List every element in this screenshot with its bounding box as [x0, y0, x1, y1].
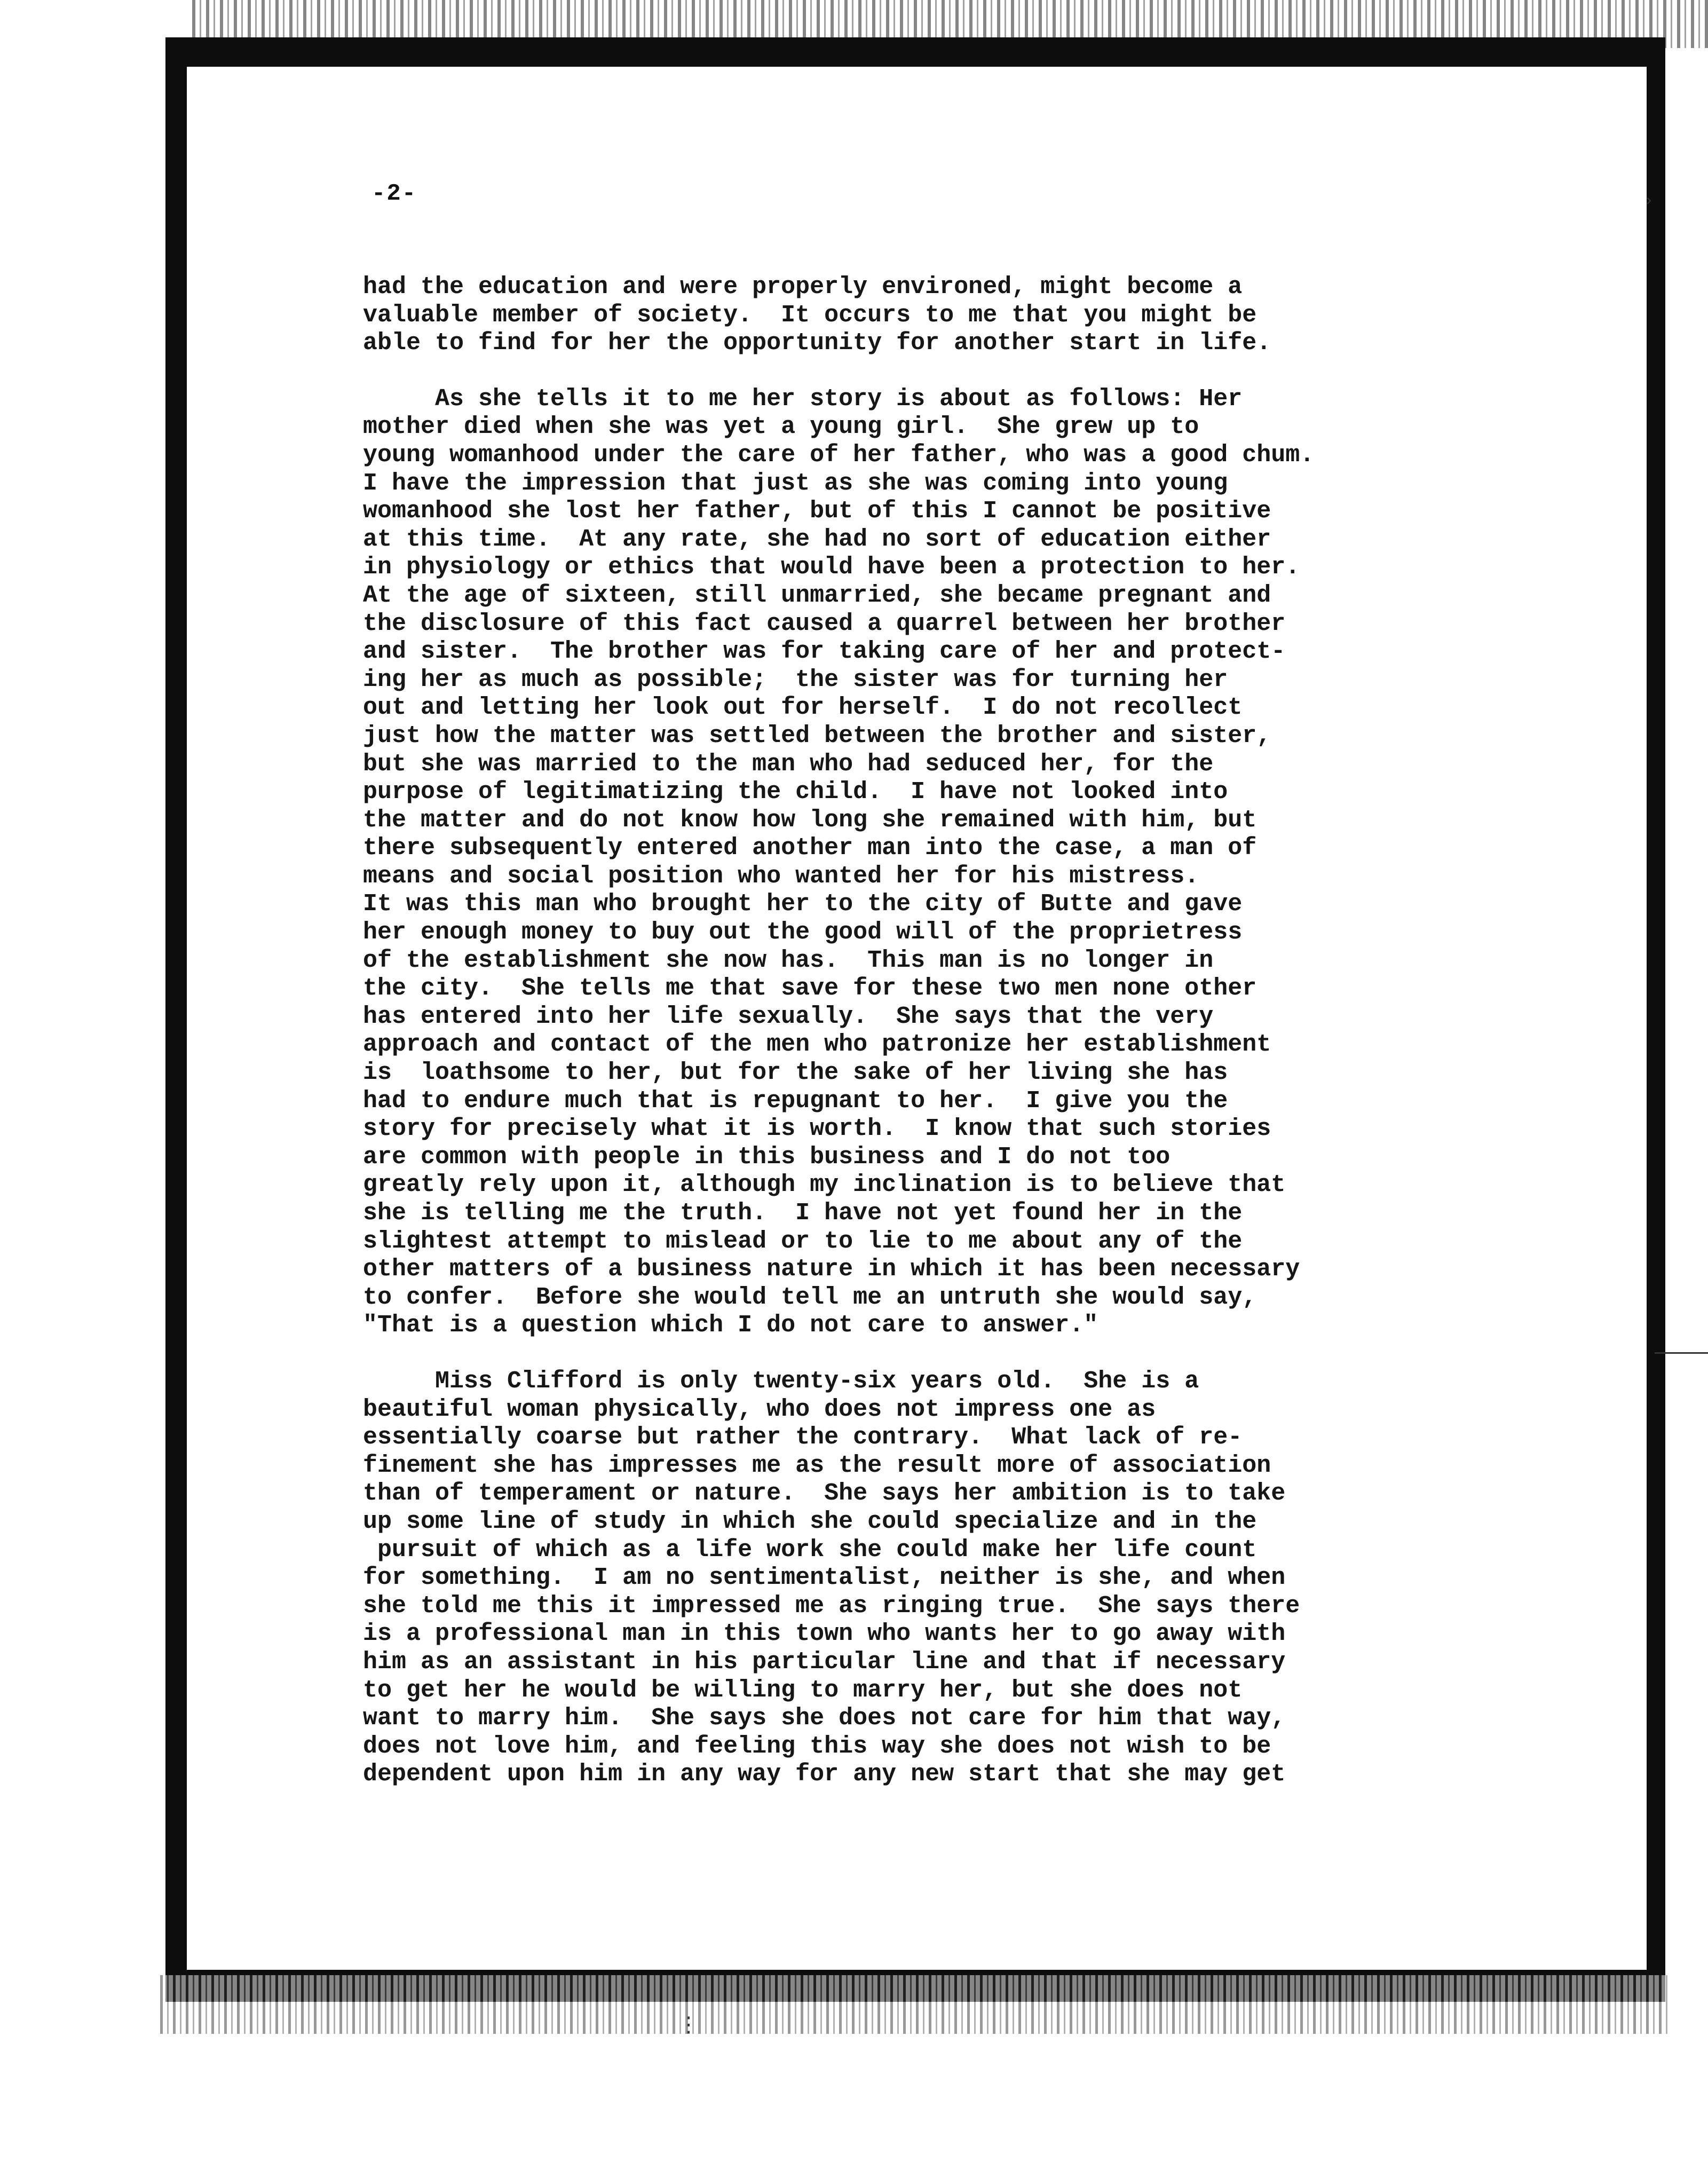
paragraph-gap	[363, 1340, 1505, 1368]
text-line: At the age of sixteen, still unmarried, she became pregnant and	[363, 581, 1271, 609]
text-line: finement she has impresses me as the result more of association	[363, 1451, 1271, 1479]
text-line: approach and contact of the men who patronize her establishment	[363, 1031, 1271, 1059]
text-line: and sister. The brother was for taking care of her and protect-	[363, 638, 1286, 666]
text-line: I have the impression that just as she was coming into young	[363, 469, 1228, 497]
paragraph	[363, 385, 1505, 1340]
paragraph	[363, 1368, 1505, 1789]
text-line: she is telling me the truth. I have not yet found her in the	[363, 1200, 1243, 1227]
text-line: up some line of study in which she could specialize and in the	[363, 1508, 1257, 1535]
text-line: other matters of a business nature in which it has been necessary	[363, 1256, 1300, 1283]
text-line: story for precisely what it is worth. I know that such stories	[363, 1115, 1271, 1143]
text-line: but she was married to the man who had seduced her, for the	[363, 750, 1214, 778]
text-line: him as an assistant in his particular line and that if necessary	[363, 1648, 1286, 1676]
paragraph	[363, 273, 1505, 358]
text-line: essentially coarse but rather the contrary. What lack of re-	[363, 1424, 1243, 1451]
text-line: to get her he would be willing to marry her, but she does not	[363, 1676, 1243, 1704]
text-line: purpose of legitimatizing the child. I have not looked into	[363, 778, 1228, 806]
page-number: -2-	[371, 180, 417, 207]
text-line: pursuit of which as a life work she could make her life count	[363, 1536, 1257, 1564]
text-line: had the education and were properly environed, might become a	[363, 273, 1243, 301]
text-line: valuable member of society. It occurs to me that you might be	[363, 301, 1257, 329]
text-line: the disclosure of this fact caused a quarrel between her brother	[363, 610, 1286, 637]
text-line: than of temperament or nature. She says her ambition is to take	[363, 1480, 1286, 1508]
text-line: to confer. Before she would tell me an untruth she would say,	[363, 1283, 1257, 1311]
edge-tick	[1655, 1352, 1708, 1354]
text-line: dependent upon him in any way for any new start that she may get	[363, 1761, 1286, 1788]
text-line: the city. She tells me that save for these two men none other	[363, 975, 1257, 1003]
text-line: in physiology or ethics that would have been a protection to her.	[363, 554, 1300, 581]
text-line: want to marry him. She says she does not care for him that way,	[363, 1704, 1286, 1732]
text-line: means and social position who wanted her for his mistress.	[363, 862, 1199, 890]
letter-body	[363, 273, 1505, 1789]
text-line: just how the matter was settled between the brother and sister,	[363, 722, 1271, 749]
text-line: is loathsome to her, but for the sake of her living she has	[363, 1059, 1228, 1087]
text-line: greatly rely upon it, although my inclination is to believe that	[363, 1171, 1286, 1199]
text-line: able to find for her the opportunity for another start in life.	[363, 329, 1271, 357]
text-line: young womanhood under the care of her father, who was a good chum.	[363, 441, 1315, 469]
text-line: mother died when she was yet a young girl. She grew up to	[363, 413, 1199, 441]
text-line: ing her as much as possible; the sister was for turning her	[363, 666, 1228, 693]
text-line: "That is a question which I do not care to answer."	[363, 1312, 1098, 1339]
text-line: is a professional man in this town who wants her to go away with	[363, 1620, 1286, 1648]
text-line: womanhood she lost her father, but of this I cannot be positive	[363, 498, 1271, 525]
scan-bottom-edge	[160, 1975, 1671, 2034]
text-line: at this time. At any rate, she had no sort of education either	[363, 525, 1271, 553]
text-line: for something. I am no sentimentalist, neither is she, and when	[363, 1564, 1286, 1592]
text-line: her enough money to buy out the good will of the proprietress	[363, 919, 1243, 946]
text-line: It was this man who brought her to the city of Butte and gave	[363, 890, 1243, 918]
text-line: are common with people in this business and I do not too	[363, 1143, 1171, 1171]
bottom-mark: ⋮	[678, 2015, 699, 2039]
margin-mark: ›	[1644, 192, 1654, 210]
text-line: of the establishment she now has. This man is no longer in	[363, 946, 1214, 974]
paragraph-gap	[363, 358, 1505, 385]
text-line: beautiful woman physically, who does not impress one as	[363, 1395, 1156, 1423]
text-line: As she tells it to me her story is about as follows: Her	[363, 385, 1243, 413]
text-line: slightest attempt to mislead or to lie to me about any of the	[363, 1227, 1243, 1255]
text-line: there subsequently entered another man into the case, a man of	[363, 834, 1257, 862]
text-line: out and letting her look out for herself. I do not recollect	[363, 694, 1243, 722]
text-line: does not love him, and feeling this way she does not wish to be	[363, 1732, 1271, 1760]
text-line: has entered into her life sexually. She says that the very	[363, 1003, 1214, 1030]
text-line: the matter and do not know how long she remained with him, but	[363, 806, 1257, 834]
text-line: Miss Clifford is only twenty-six years old. She is a	[363, 1367, 1199, 1395]
text-line: she told me this it impressed me as ringing true. She says there	[363, 1592, 1300, 1620]
text-line: had to endure much that is repugnant to her. I give you the	[363, 1087, 1228, 1115]
